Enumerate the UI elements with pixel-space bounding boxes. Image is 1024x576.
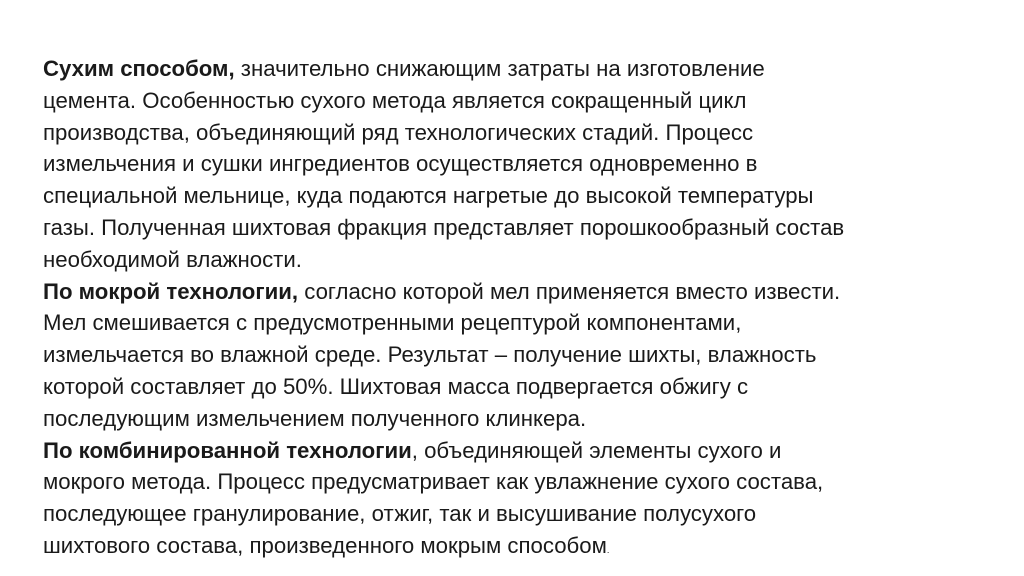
text-line: производства, объединяющий ряд технологических стадий. Процесс — [43, 119, 754, 145]
text-line: которой составляет до 50%. Шихтовая масса подвергается обжигу с — [43, 373, 749, 399]
text-line: измельчения и сушки ингредиентов осуществляется одновременно в — [43, 151, 758, 177]
text-line: измельчается во влажной среде. Результат – получение шихты, влажность — [43, 342, 817, 368]
text-line: последующим измельчением полученного клинкера. — [43, 405, 587, 431]
text-line: Мел смешивается с предусмотренными рецептурой компонентами, — [43, 310, 742, 336]
text-line — [43, 530, 983, 567]
combined-method-heading: По комбинированной технологии — [43, 437, 412, 463]
text-segment: , объединяющей элементы сухого и — [411, 437, 782, 463]
paragraph-wet-method — [43, 276, 983, 435]
text-line: газы. Полученная шихтовая фракция представляет порошкообразный состав — [43, 214, 845, 240]
text-line: специальной мельнице, куда подаются нагретые до высокой температуры — [43, 183, 814, 209]
text-segment: шихтового состава, произведенного мокрым способом — [43, 532, 607, 558]
small-period: . — [606, 544, 610, 555]
text-segment: значительно снижающим затраты на изготовление — [234, 56, 765, 81]
wet-method-heading: По мокрой технологии, — [43, 278, 299, 304]
text-line — [43, 276, 983, 308]
text-line — [43, 435, 983, 467]
text-line: цемента. Особенностью сухого метода является сокращенный цикл — [43, 87, 747, 113]
text-line: последующее гранулирование, отжиг, так и высушивание полусухого — [43, 501, 757, 527]
paragraph-combined-method — [43, 435, 983, 567]
text-line: мокрого метода. Процесс предусматривает как увлажнение сухого состава, — [43, 469, 824, 495]
text-segment: согласно которой мел применяется вместо извести. — [298, 278, 841, 304]
text-line — [43, 53, 983, 85]
dry-method-heading: Сухим способом, — [43, 56, 235, 81]
paragraph-dry-method — [43, 53, 983, 276]
text-line: необходимой влажности. — [43, 246, 302, 272]
text-body — [43, 53, 983, 567]
